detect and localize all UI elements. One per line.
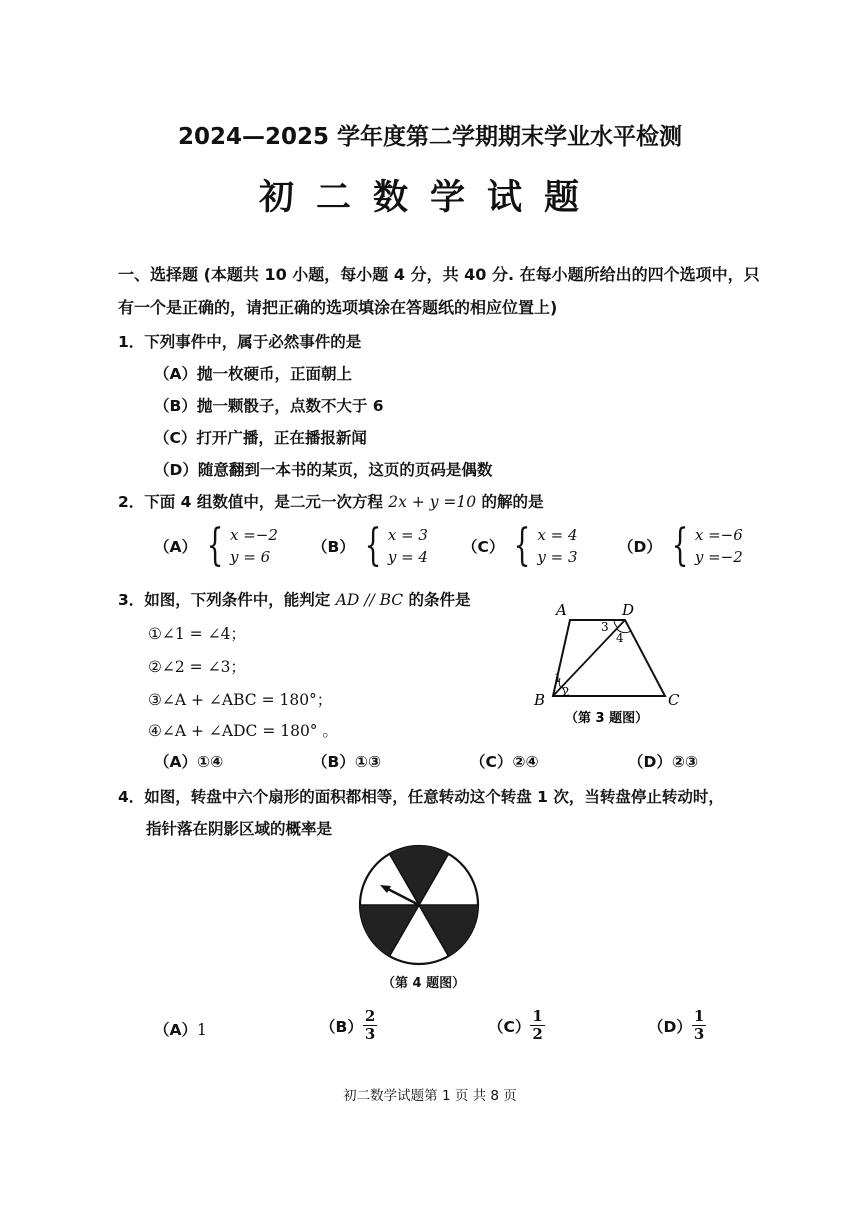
point-c-label: C (668, 691, 680, 709)
angle-2-label: 2 (562, 685, 570, 699)
q4-option-c-fraction (530, 1008, 544, 1043)
point-b-label: B (534, 691, 546, 709)
q4-option-b (320, 1008, 377, 1043)
q2-option-b-label: （B） (312, 538, 355, 556)
fraction-numerator: 1 (693, 1007, 705, 1025)
brace-icon: { (671, 520, 689, 571)
angle-3-label: 3 (601, 620, 609, 634)
q4-stem-line1: 4．如图，转盘中六个扇形的面积都相等，任意转动这个转盘 1 次，当转盘停止转动时， (118, 788, 724, 806)
q2-option-d-x: x =−6 (694, 526, 743, 544)
q2-option-c (462, 520, 578, 571)
fraction-numerator: 1 (532, 1007, 543, 1025)
point-a-label: A (556, 601, 567, 619)
q2-option-c-y: y = 3 (537, 548, 578, 566)
q3-option-c: （C）②④ (470, 753, 539, 771)
q4-stem-line2: 指针落在阴影区域的概率是 (146, 820, 333, 838)
q4-option-d-fraction (692, 1008, 706, 1043)
q3-stem (118, 588, 471, 610)
q3-condition-3: ③∠A + ∠ABC = 180°； (148, 691, 333, 709)
q3-condition-4: ④∠A + ∠ADC = 180° 。 (148, 722, 338, 740)
q2-option-a-x: x =−2 (230, 526, 278, 544)
angle-4-label: 4 (616, 631, 624, 645)
q2-option-d-y: y =−2 (694, 548, 743, 566)
q4-option-a-label: （A） (154, 1021, 197, 1039)
trapezoid-abcd (553, 620, 665, 696)
q3-option-a: （A）①④ (154, 753, 224, 771)
q4-option-b-label: （B） (320, 1017, 363, 1036)
q4-option-a-value: 1 (197, 1021, 207, 1039)
q4-option-c-label: （C） (488, 1017, 531, 1036)
q2-stem (118, 490, 544, 512)
exam-header-title: 2024—2025 学年度第二学期期末学业水平检测 (177, 124, 683, 150)
q3-figure-caption: （第 3 题图） (565, 711, 649, 726)
q4-option-a (154, 1018, 207, 1040)
q2-option-d (618, 520, 743, 571)
q3-stem-parallel: AD // BC (335, 591, 404, 609)
q3-stem-text-b: 的条件是 (403, 591, 471, 609)
section-instructions-line2: 有一个是正确的，请把正确的选项填涂在答题纸的相应位置上) (118, 298, 558, 317)
spinner-figure (356, 842, 486, 972)
exam-subject-title: 初二数学试题 (258, 178, 601, 218)
fraction-denominator: 3 (693, 1025, 705, 1043)
q2-stem-equation: 2x + y =10 (388, 493, 477, 511)
angle-3-arc (614, 620, 618, 628)
page-footer: 初二数学试题第 1 页 共 8 页 (343, 1088, 517, 1104)
q2-option-b-x: x = 3 (387, 526, 428, 544)
fraction-denominator: 3 (364, 1025, 376, 1043)
point-d-label: D (622, 601, 635, 619)
brace-icon: { (364, 520, 382, 571)
q1-option-b: （B）抛一颗骰子，点数不大于 6 (154, 397, 384, 415)
fraction-denominator: 2 (532, 1025, 543, 1043)
q3-option-b: （B）①③ (312, 753, 382, 771)
q4-option-c (488, 1008, 545, 1043)
q3-option-d: （D）②③ (628, 753, 699, 771)
q4-option-d (648, 1008, 706, 1043)
q1-option-a: （A）抛一枚硬币，正面朝上 (154, 365, 352, 383)
q3-stem-text-a: 3．如图，下列条件中，能判定 (118, 591, 336, 609)
q4-option-d-label: （D） (648, 1017, 692, 1036)
q1-option-c: （C）打开广播，正在播报新闻 (154, 429, 367, 447)
q2-option-a-y: y = 6 (230, 548, 271, 566)
q2-option-c-label: （C） (462, 538, 505, 556)
brace-icon: { (513, 520, 531, 571)
fraction-numerator: 2 (364, 1007, 376, 1025)
section-instructions-line1: 一、选择题 (本题共 10 小题，每小题 4 分，共 40 分. 在每小题所给出的四个选项中，只 (118, 265, 760, 284)
q1-option-d: （D）随意翻到一本书的某页，这页的页码是偶数 (154, 461, 493, 479)
q4-option-b-fraction (363, 1008, 377, 1043)
q3-trapezoid-figure (525, 598, 695, 728)
q3-condition-2: ②∠2 = ∠3； (148, 658, 246, 676)
q2-option-a-label: （A） (154, 538, 197, 556)
angle-1-label: 1 (554, 671, 562, 685)
q1-stem: 1．下列事件中，属于必然事件的是 (118, 333, 362, 351)
q2-option-b-y: y = 4 (387, 548, 428, 566)
q2-option-b (312, 520, 428, 571)
q2-stem-text-a: 2．下面 4 组数值中，是二元一次方程 (118, 493, 389, 511)
q3-condition-1: ①∠1 = ∠4； (148, 625, 246, 643)
brace-icon: { (206, 520, 224, 571)
q2-option-c-x: x = 4 (537, 526, 578, 544)
q2-stem-text-b: 的解的是 (476, 493, 544, 511)
q2-option-d-label: （D） (618, 538, 662, 556)
q4-figure-caption: （第 4 题图） (382, 976, 466, 991)
q2-option-a (154, 520, 278, 571)
